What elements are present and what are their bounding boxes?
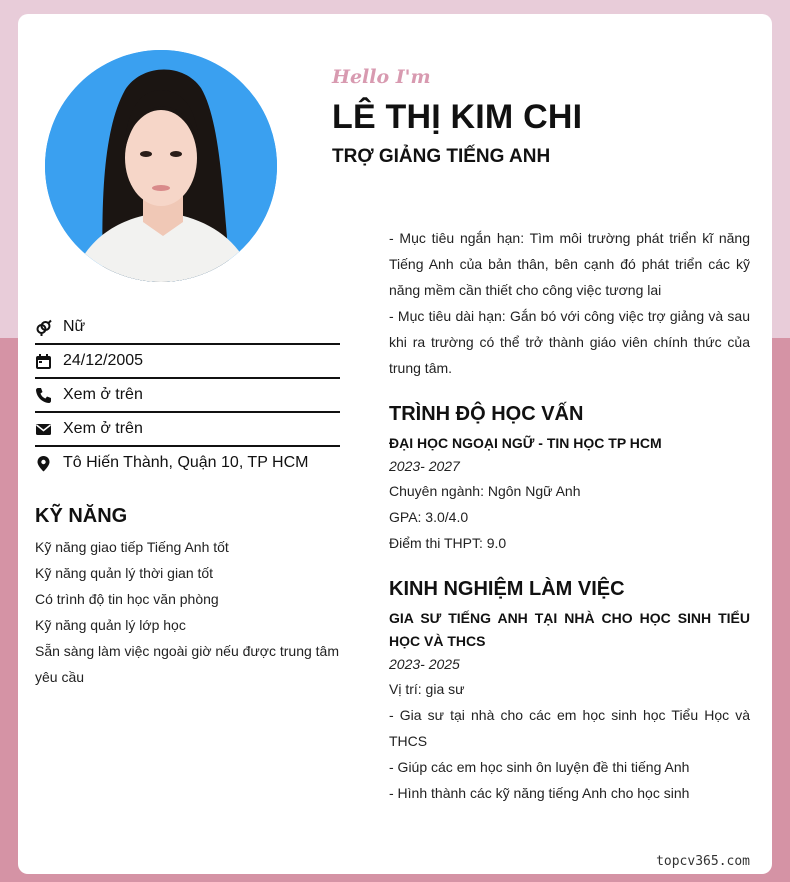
- experience-detail: - Gia sư tại nhà cho các em học sinh học Tiểu Học và THCS: [389, 707, 750, 749]
- skills-heading: KỸ NĂNG: [35, 505, 128, 527]
- education-period: 2023- 2027: [389, 458, 460, 474]
- skill-item: Sẵn sàng làm việc ngoài giờ nếu được trung tâm yêu cầu: [35, 643, 340, 685]
- birthday-value: 24/12/2005: [63, 352, 144, 369]
- skill-item: Kỹ năng giao tiếp Tiếng Anh tốt: [35, 539, 229, 555]
- education-heading: TRÌNH ĐỘ HỌC VẤN: [389, 403, 584, 425]
- objective-long-term: - Mục tiêu dài hạn: Gắn bó với công việc trợ giảng và sau khi ra trường có thể trở thành giáo viên chính thức của trung tâm.: [389, 308, 750, 376]
- birthday-row: [35, 345, 340, 379]
- experience-position: Vị trí: gia sư: [389, 681, 465, 697]
- experience-detail: - Hình thành các kỹ năng tiếng Anh cho học sinh: [389, 785, 690, 801]
- gender-row: [35, 311, 340, 345]
- experience-period: 2023- 2025: [389, 656, 460, 672]
- education-gpa: GPA: 3.0/4.0: [389, 509, 469, 525]
- gender-icon: [35, 319, 52, 336]
- objective-short-term: - Mục tiêu ngắn hạn: Tìm môi trường phát triển kĩ năng Tiếng Anh của bản thân, bên cạnh đó phát triển các kỹ năng mềm cần thiết cho công việc tương lai: [389, 230, 750, 298]
- email-icon: [35, 421, 52, 438]
- skill-item: Kỹ năng quản lý thời gian tốt: [35, 565, 214, 581]
- skill-item: Có trình độ tin học văn phòng: [35, 591, 219, 607]
- phone-icon: [35, 387, 52, 404]
- greeting: Hello I'm: [332, 66, 431, 88]
- gender-value: Nữ: [63, 318, 86, 335]
- address-value: Tô Hiến Thành, Quận 10, TP HCM: [63, 454, 309, 471]
- phone-row: [35, 379, 340, 413]
- candidate-name: LÊ THỊ KIM CHI: [332, 98, 583, 136]
- education-major: Chuyên ngành: Ngôn Ngữ Anh: [389, 483, 581, 499]
- main-column: [389, 225, 750, 806]
- profile-photo: [45, 50, 277, 282]
- job-name: GIA SƯ TIẾNG ANH TẠI NHÀ CHO HỌC SINH TIỂU HỌC VÀ THCS: [389, 610, 750, 649]
- email-row: [35, 413, 340, 447]
- school-name: ĐẠI HỌC NGOẠI NGỮ - TIN HỌC TP HCM: [389, 435, 662, 451]
- skills-section: [35, 505, 340, 690]
- calendar-icon: [35, 353, 52, 370]
- skill-item: Kỹ năng quản lý lớp học: [35, 617, 186, 633]
- brand-watermark: topcv365.com: [656, 854, 750, 869]
- education-exam-score: Điểm thi THPT: 9.0: [389, 535, 507, 551]
- location-pin-icon: [35, 455, 52, 472]
- job-title: TRỢ GIẢNG TIẾNG ANH: [332, 146, 551, 167]
- email-value: Xem ở trên: [63, 420, 143, 437]
- phone-value: Xem ở trên: [63, 386, 143, 403]
- experience-heading: KINH NGHIỆM LÀM VIỆC: [389, 578, 625, 600]
- address-row: [35, 447, 340, 479]
- contact-info: [35, 311, 340, 479]
- cv-card: [18, 14, 772, 874]
- experience-detail: - Giúp các em học sinh ôn luyện đề thi tiếng Anh: [389, 759, 690, 775]
